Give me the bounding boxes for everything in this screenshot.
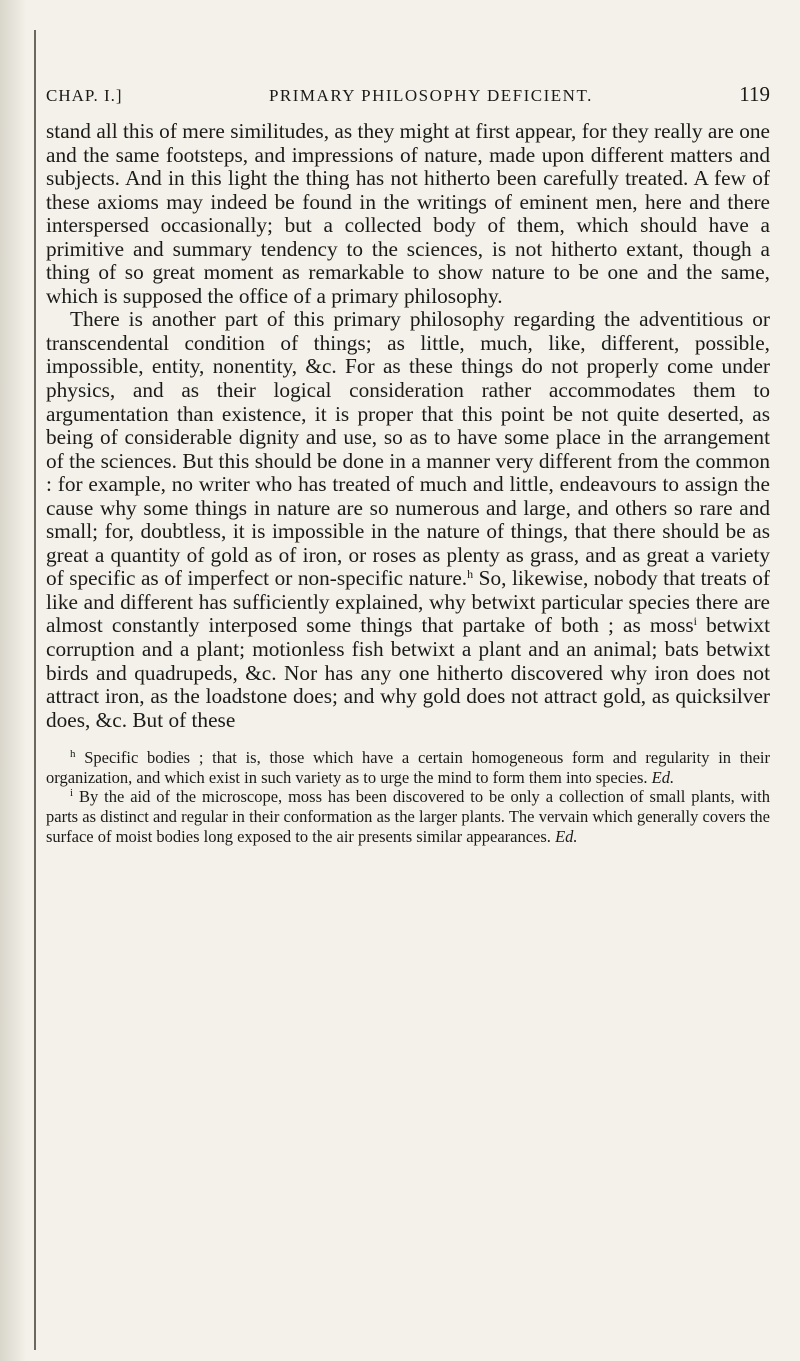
book-gutter [0,0,26,1361]
footnote-i [46,787,770,846]
footnote-h-editor: Ed. [651,767,675,787]
footnote-i-text: By the aid of the microscope, moss has been discovered to be only a collection of small plants, with parts as distinct and regular in their conformation as the larger plants. The vervain which generally covers the surface of moist bodies long exposed to the air presents similar appearances. [46,787,770,846]
body-text [46,120,770,732]
running-title: PRIMARY PHILOSOPHY DEFICIENT. [268,86,593,105]
running-head [46,82,770,108]
footnote-h [46,748,770,787]
footnote-i-editor: Ed. [555,826,578,846]
binding-edge [34,30,36,1350]
paragraph-2-part-a: There is another part of this primary philosophy regarding the adventitious or transcendental condition of things; as little, much, like, different, possible, impossible, entity, nonentity, &c. For as these things do not properly come under physics, and as their logical consideration rather accommodates them to argumentation than existence, it is proper that this point be not quite deserted, as being of considerable dignity and use, so as to have some place in the arrangement of the sciences. But this should be done in a manner very different from the common : for example, no writer who has treated of much and little, endeavours to assign the cause why some things in nature are so numerous and large, and others so rare and small; for, doubtless, it is impossible in the nature of things, that there should be as great a quantity of gold as of iron, or roses as plenty as grass, and as great a variety of specific as of imperfect or non-specific nature. [46,307,770,591]
paragraph-2-part-c: betwixt corruption and a plant; motionless fish betwixt a plant and an animal; bats betwixt birds and quadrupeds, &c. Nor has any one hitherto discovered why iron does not attract iron, as the loadstone does; and why gold does not attract gold, as quicksilver does, &c. But of these [46,613,770,732]
chapter-label: CHAP. I.] [46,86,123,105]
footnote-ref-h: h [467,567,474,582]
footnote-i-marker: i [70,787,74,800]
footnote-ref-i: i [693,614,698,629]
page-number: 119 [739,82,770,106]
footnote-h-marker: h [70,748,76,761]
paragraph-1: stand all this of mere similitudes, as they might at first appear, for they really are one and the same footsteps, and impressions of nature, made upon different matters and subjects. And in this light the thing has not hitherto been carefully treated. A few of these axioms may indeed be found in the writings of eminent men, here and there interspersed occasionally; but a collected body of them, which should have a primitive and summary tendency to the sciences, is not hitherto extant, though a thing of so great moment as remarkable to show nature to be one and the same, which is supposed the office of a primary philosophy. [46,119,770,308]
paragraph-2 [46,308,770,732]
footnote-h-text: Specific bodies ; that is, those which have a certain homogeneous form and regularity in their organization, and which exist in such variety as to urge the mind to form them into species. [46,748,770,787]
book-page [46,82,770,846]
paragraph-2-part-b: So, likewise, nobody that treats of like and different has sufficiently explained, why betwixt particular species there are almost constantly interposed some things that partake of both ; as moss [46,566,770,638]
footnotes [46,748,770,846]
